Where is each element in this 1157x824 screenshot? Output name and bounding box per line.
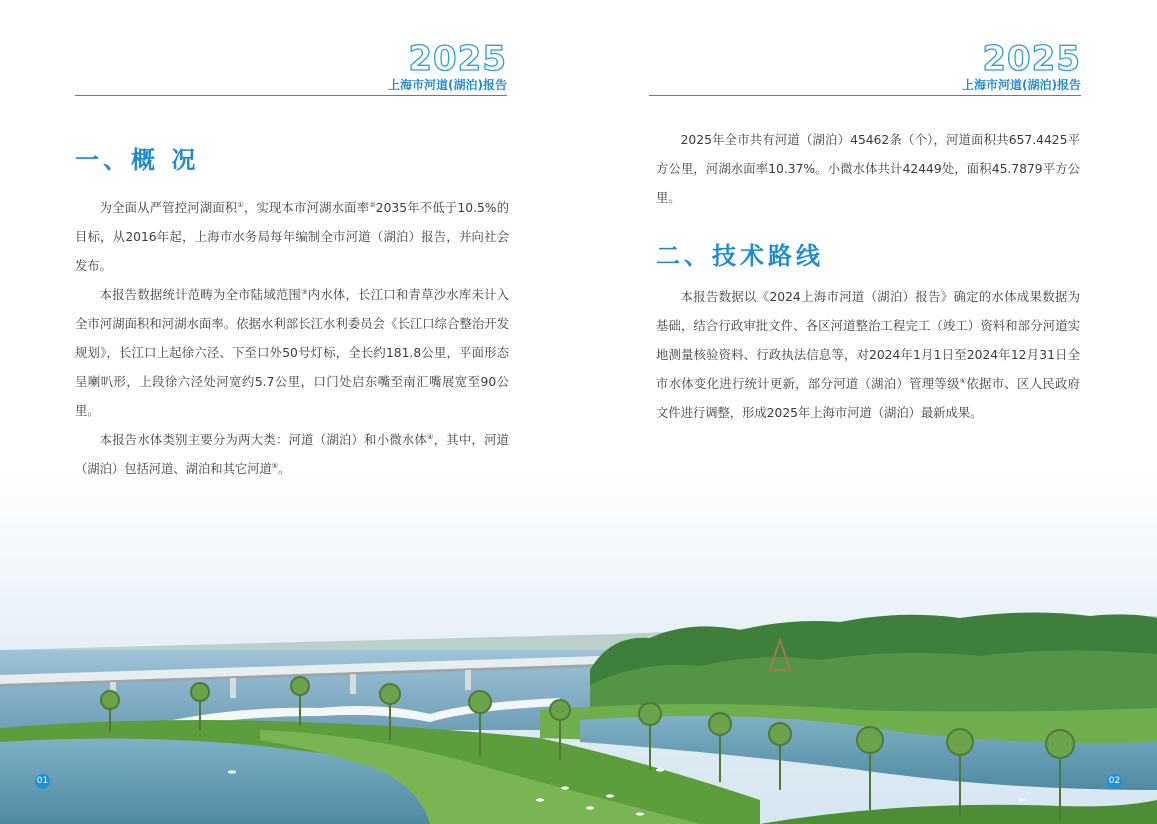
text-run: 本报告数据以《2024上海市河道（湖泊）报告》确定的水体成果数据为基础，结合行政审批文件、各区河道整治工程完工（竣工）资料和部分河道实地测量核验资料、行政执法信息等，对2024年1月1日至2024年12月31日全市水体变化进行统计更新，部分河道（湖泊）管理等级 bbox=[656, 290, 1080, 391]
header-title: 上海市河道(湖泊)报告 bbox=[388, 78, 507, 92]
section-title-overview: 一、概 况 bbox=[75, 146, 200, 174]
text-run: 为全面从严管控河湖面积 bbox=[99, 201, 238, 215]
text-run: 本报告水体类别主要分为两大类：河道（湖泊）和小微水体 bbox=[99, 433, 428, 447]
footnote-marker: ① bbox=[237, 200, 244, 209]
running-header bbox=[649, 40, 1081, 96]
text-run: 内水体，长江口和青草沙水库未计入全市河湖面积和河湖水面率。依据水利部长江水利委员会《长江口综合整治开发规划》，长江口上起徐六泾、下至口外50号灯标，全长约181.8公里，平面形态呈喇叭形，上段徐六泾处河宽约5.7公里，口门处启东嘴至南汇嘴展宽至90公里。 bbox=[75, 288, 509, 418]
technical-route-body bbox=[656, 283, 1080, 428]
footnote-marker: ⑤ bbox=[271, 461, 279, 470]
footnote-marker: ④ bbox=[427, 432, 434, 441]
header-rule bbox=[649, 95, 1081, 96]
overview-body bbox=[75, 194, 509, 484]
summary-body bbox=[656, 126, 1080, 213]
running-header bbox=[75, 40, 507, 96]
text-run: ，实现本市河湖水面率 bbox=[243, 201, 370, 215]
text-run: 2035年不低于10.5%的目标，从2016年起，上海市水务局每年编制全市河道（湖泊）报告，并向社会发布。 bbox=[75, 201, 509, 273]
header-rule bbox=[75, 95, 507, 96]
left-page bbox=[0, 0, 578, 824]
footnote-marker: ⑥ bbox=[959, 376, 967, 385]
right-page bbox=[578, 0, 1156, 824]
text-run: 。 bbox=[278, 462, 291, 476]
text-run: 依据市、区人民政府文件进行调整，形成2025年上海市河道（湖泊）最新成果。 bbox=[656, 377, 1080, 420]
paragraph bbox=[75, 281, 509, 426]
paragraph bbox=[75, 426, 509, 484]
text-run: ，其中，河道（湖泊）包括河道、湖泊和其它河道 bbox=[75, 433, 509, 476]
paragraph: 2025年全市共有河道（湖泊）45462条（个），河道面积共657.4425平方公里，河湖水面率10.37%。小微水体共计42449处，面积45.7879平方公里。 bbox=[656, 133, 1080, 205]
page-number: 02 bbox=[1107, 774, 1122, 789]
text-run: 本报告数据统计范畴为全市陆域范围 bbox=[99, 288, 302, 302]
footnote-marker: ③ bbox=[301, 287, 308, 296]
section-title-technical-route: 二、技术路线 bbox=[656, 242, 824, 270]
page-number: 01 bbox=[35, 774, 50, 789]
header-title: 上海市河道(湖泊)报告 bbox=[962, 78, 1081, 92]
paragraph bbox=[75, 194, 509, 281]
header-year: 2025 bbox=[408, 39, 507, 79]
footnote-marker: ② bbox=[369, 200, 376, 209]
paragraph bbox=[656, 283, 1080, 428]
header-year: 2025 bbox=[982, 39, 1081, 79]
